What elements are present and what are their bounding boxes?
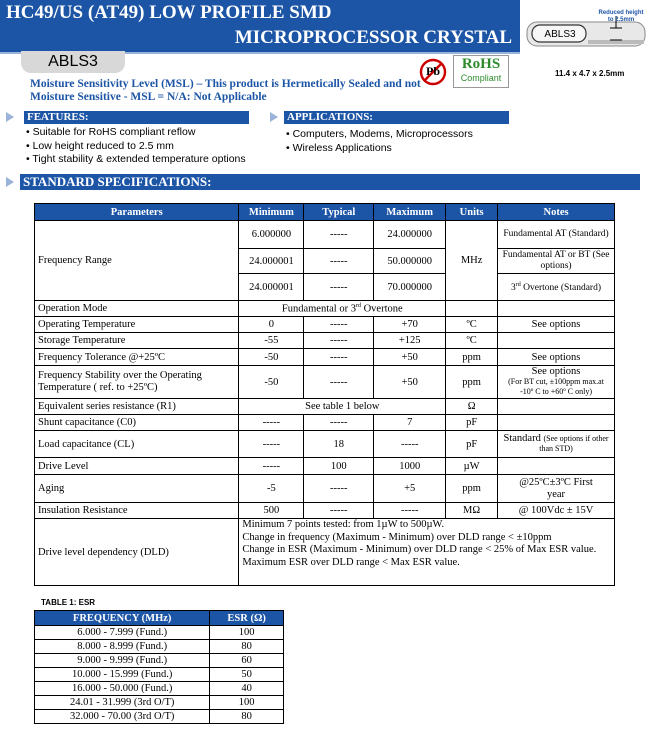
features-arrow-icon — [6, 112, 14, 122]
features-list — [26, 126, 246, 167]
cell: ----- — [304, 349, 374, 366]
cell: 70.000000 — [374, 274, 446, 301]
table-row — [35, 696, 284, 710]
text: Standard — [503, 433, 541, 444]
table-row — [35, 654, 284, 668]
cell: 24.000000 — [374, 221, 446, 249]
text: Fundamental or 3 — [281, 303, 356, 315]
cell: ----- — [239, 458, 304, 475]
table-row — [35, 415, 615, 431]
cell — [446, 301, 498, 317]
freq-range-label: Frequency Range — [35, 221, 239, 301]
table-row — [35, 519, 615, 586]
col-header: ESR (Ω) — [210, 611, 284, 626]
rohs-badge — [453, 55, 509, 88]
table-row — [35, 399, 615, 415]
cell: 10.000 - 15.999 (Fund.) — [35, 668, 210, 682]
cell: Ω — [446, 399, 498, 415]
cell: 100 — [304, 458, 374, 475]
applications-heading: APPLICATIONS: — [284, 111, 509, 124]
cell: ----- — [304, 475, 374, 503]
cell: See options — [498, 349, 615, 366]
pb-label: Pb — [425, 64, 440, 78]
row-label: Drive level dependency (DLD) — [35, 519, 239, 586]
cell: Fundamental AT or BT (See options) — [498, 249, 615, 274]
cell: 24.000001 — [239, 274, 304, 301]
text: rd — [355, 302, 361, 309]
row-label: Aging — [35, 475, 239, 503]
cell: 32.000 - 70.00 (3rd O/T) — [35, 710, 210, 724]
table-row — [35, 301, 615, 317]
table-row — [35, 475, 615, 503]
list-item: • Tight stability & extended temperature options — [26, 153, 246, 165]
cell: MHz — [446, 221, 498, 301]
cell: pF — [446, 415, 498, 431]
spec-table — [34, 203, 615, 586]
cell: ----- — [304, 274, 374, 301]
row-label: Shunt capacitance (C0) — [35, 415, 239, 431]
table-row — [35, 503, 615, 519]
cell: 24.01 - 31.999 (3rd O/T) — [35, 696, 210, 710]
cell — [498, 399, 615, 415]
row-label: Storage Temperature — [35, 333, 239, 349]
table-row — [35, 366, 615, 399]
cell: pF — [446, 431, 498, 458]
cell: ppm — [446, 366, 498, 399]
list-item: • Computers, Modems, Microprocessors — [286, 128, 473, 140]
cell: 7 — [374, 415, 446, 431]
row-label: Operating Temperature — [35, 317, 239, 333]
cell: -50 — [239, 349, 304, 366]
cell: MΩ — [446, 503, 498, 519]
cell: Fundamental AT (Standard) — [498, 221, 615, 249]
text: (For BT cut, ±100ppm max.at -10º C to +60º C only) — [508, 377, 604, 396]
cell: 100 — [210, 626, 284, 640]
cell: ºC — [446, 317, 498, 333]
row-label: Load capacitance (CL) — [35, 431, 239, 458]
cell: 6.000000 — [239, 221, 304, 249]
table-row — [35, 349, 615, 366]
table-row — [35, 682, 284, 696]
cell — [239, 301, 446, 317]
package-dimensions: 11.4 x 4.7 x 2.5mm — [555, 69, 625, 78]
cell: +50 — [374, 366, 446, 399]
cell: -50 — [239, 366, 304, 399]
features-heading: FEATURES: — [24, 111, 249, 124]
col-header: Parameters — [35, 204, 239, 221]
cell: @25ºC±3ºC First year — [498, 475, 615, 503]
col-header: Typical — [304, 204, 374, 221]
table-row — [35, 640, 284, 654]
col-header: Minimum — [239, 204, 304, 221]
cell: ----- — [239, 415, 304, 431]
col-header: Units — [446, 204, 498, 221]
cell: 500 — [239, 503, 304, 519]
text: rd — [515, 281, 521, 288]
header-title-line2: MICROPROCESSOR CRYSTAL — [234, 27, 512, 48]
cell: 8.000 - 8.999 (Fund.) — [35, 640, 210, 654]
cell: 6.000 - 7.999 (Fund.) — [35, 626, 210, 640]
cell: ----- — [239, 431, 304, 458]
text: See options — [531, 366, 581, 377]
rohs-title: RoHS — [461, 56, 501, 72]
cell: 18 — [304, 431, 374, 458]
cell: ----- — [304, 221, 374, 249]
header-banner — [0, 0, 520, 52]
row-label: Equivalent series resistance (R1) — [35, 399, 239, 415]
cell: 80 — [210, 710, 284, 724]
cell: ----- — [304, 317, 374, 333]
cell: +70 — [374, 317, 446, 333]
cell: -5 — [239, 475, 304, 503]
cell: ----- — [374, 431, 446, 458]
table-row — [35, 626, 284, 640]
cell: ----- — [304, 249, 374, 274]
table-row — [35, 431, 615, 458]
row-label: Insulation Resistance — [35, 503, 239, 519]
cell — [498, 415, 615, 431]
cell: See options — [498, 317, 615, 333]
cell: ----- — [304, 366, 374, 399]
col-header: FREQUENCY (MHz) — [35, 611, 210, 626]
cell: ºC — [446, 333, 498, 349]
cell: ppm — [446, 349, 498, 366]
cell: 0 — [239, 317, 304, 333]
dld-text — [239, 519, 615, 586]
cell: 50.000000 — [374, 249, 446, 274]
cell: See table 1 below — [239, 399, 446, 415]
msl-note: Moisture Sensitivity Level (MSL) – This product is Hermetically Sealed and not Moisture Sensitive - MSL = N/A: Not Applicable — [30, 78, 421, 103]
cell: 24.000001 — [239, 249, 304, 274]
standard-arrow-icon — [6, 177, 14, 187]
applications-arrow-icon — [270, 112, 278, 122]
cell — [498, 274, 615, 301]
cell: 1000 — [374, 458, 446, 475]
esr-header-row — [35, 611, 284, 626]
crystal-package-label: ABLS3 — [544, 29, 576, 40]
cell: +125 — [374, 333, 446, 349]
cell: µW — [446, 458, 498, 475]
cell: +5 — [374, 475, 446, 503]
table-row — [35, 221, 615, 249]
cell: ----- — [374, 503, 446, 519]
cell: ----- — [304, 415, 374, 431]
cell — [498, 366, 615, 399]
esr-table — [34, 610, 284, 724]
cell: 50 — [210, 668, 284, 682]
cell — [498, 333, 615, 349]
cell — [498, 431, 615, 458]
table-row — [35, 333, 615, 349]
row-label: Operation Mode — [35, 301, 239, 317]
rohs-subtitle: Compliant — [460, 73, 502, 83]
text: (See options if other than STD) — [539, 434, 609, 453]
text: Minimum 7 points tested: from 1µW to 500µW. — [242, 519, 445, 530]
row-label: Drive Level — [35, 458, 239, 475]
cell: ----- — [304, 503, 374, 519]
cell: 100 — [210, 696, 284, 710]
cell: @ 100Vdc ± 15V — [498, 503, 615, 519]
text: Change in frequency (Maximum - Minimum) over DLD range < ±10ppm — [242, 531, 552, 543]
table-row — [35, 458, 615, 475]
text: Overtone (Standard) — [520, 283, 601, 294]
model-tab: ABLS3 — [21, 51, 125, 73]
row-label: Frequency Stability over the Operating Temperature ( ref. to +25ºC) — [35, 366, 239, 399]
applications-list — [286, 128, 473, 155]
cell: 9.000 - 9.999 (Fund.) — [35, 654, 210, 668]
col-header: Maximum — [374, 204, 446, 221]
table-row — [35, 668, 284, 682]
cell: ----- — [304, 333, 374, 349]
cell: 40 — [210, 682, 284, 696]
text: Overtone — [360, 303, 403, 315]
cell: 80 — [210, 640, 284, 654]
text: Maximum ESR over DLD range < Max ESR value. — [242, 556, 460, 568]
cell — [498, 458, 615, 475]
text: 3 — [511, 283, 516, 294]
cell: -55 — [239, 333, 304, 349]
cell: 16.000 - 50.000 (Fund.) — [35, 682, 210, 696]
cell: +50 — [374, 349, 446, 366]
table-row — [35, 317, 615, 333]
list-item: • Wireless Applications — [286, 141, 392, 154]
list-item: • Low height reduced to 2.5 mm — [26, 139, 174, 152]
list-item: • Suitable for RoHS compliant reflow — [26, 126, 196, 138]
cell — [498, 301, 615, 317]
table-row — [35, 710, 284, 724]
reduced-height-note: Reduced height to 2.5mm — [598, 10, 644, 23]
cell: ppm — [446, 475, 498, 503]
cell: 60 — [210, 654, 284, 668]
spec-header-row — [35, 204, 615, 221]
text: Change in ESR (Maximum - Minimum) over DLD range < 25% of Max ESR value. — [242, 544, 597, 555]
esr-table-title: TABLE 1: ESR — [41, 598, 96, 607]
col-header: Notes — [498, 204, 615, 221]
row-label: Frequency Tolerance @+25ºC — [35, 349, 239, 366]
header-title-line1: HC49/US (AT49) LOW PROFILE SMD — [6, 2, 332, 23]
standard-specifications-heading: STANDARD SPECIFICATIONS: — [20, 174, 640, 190]
